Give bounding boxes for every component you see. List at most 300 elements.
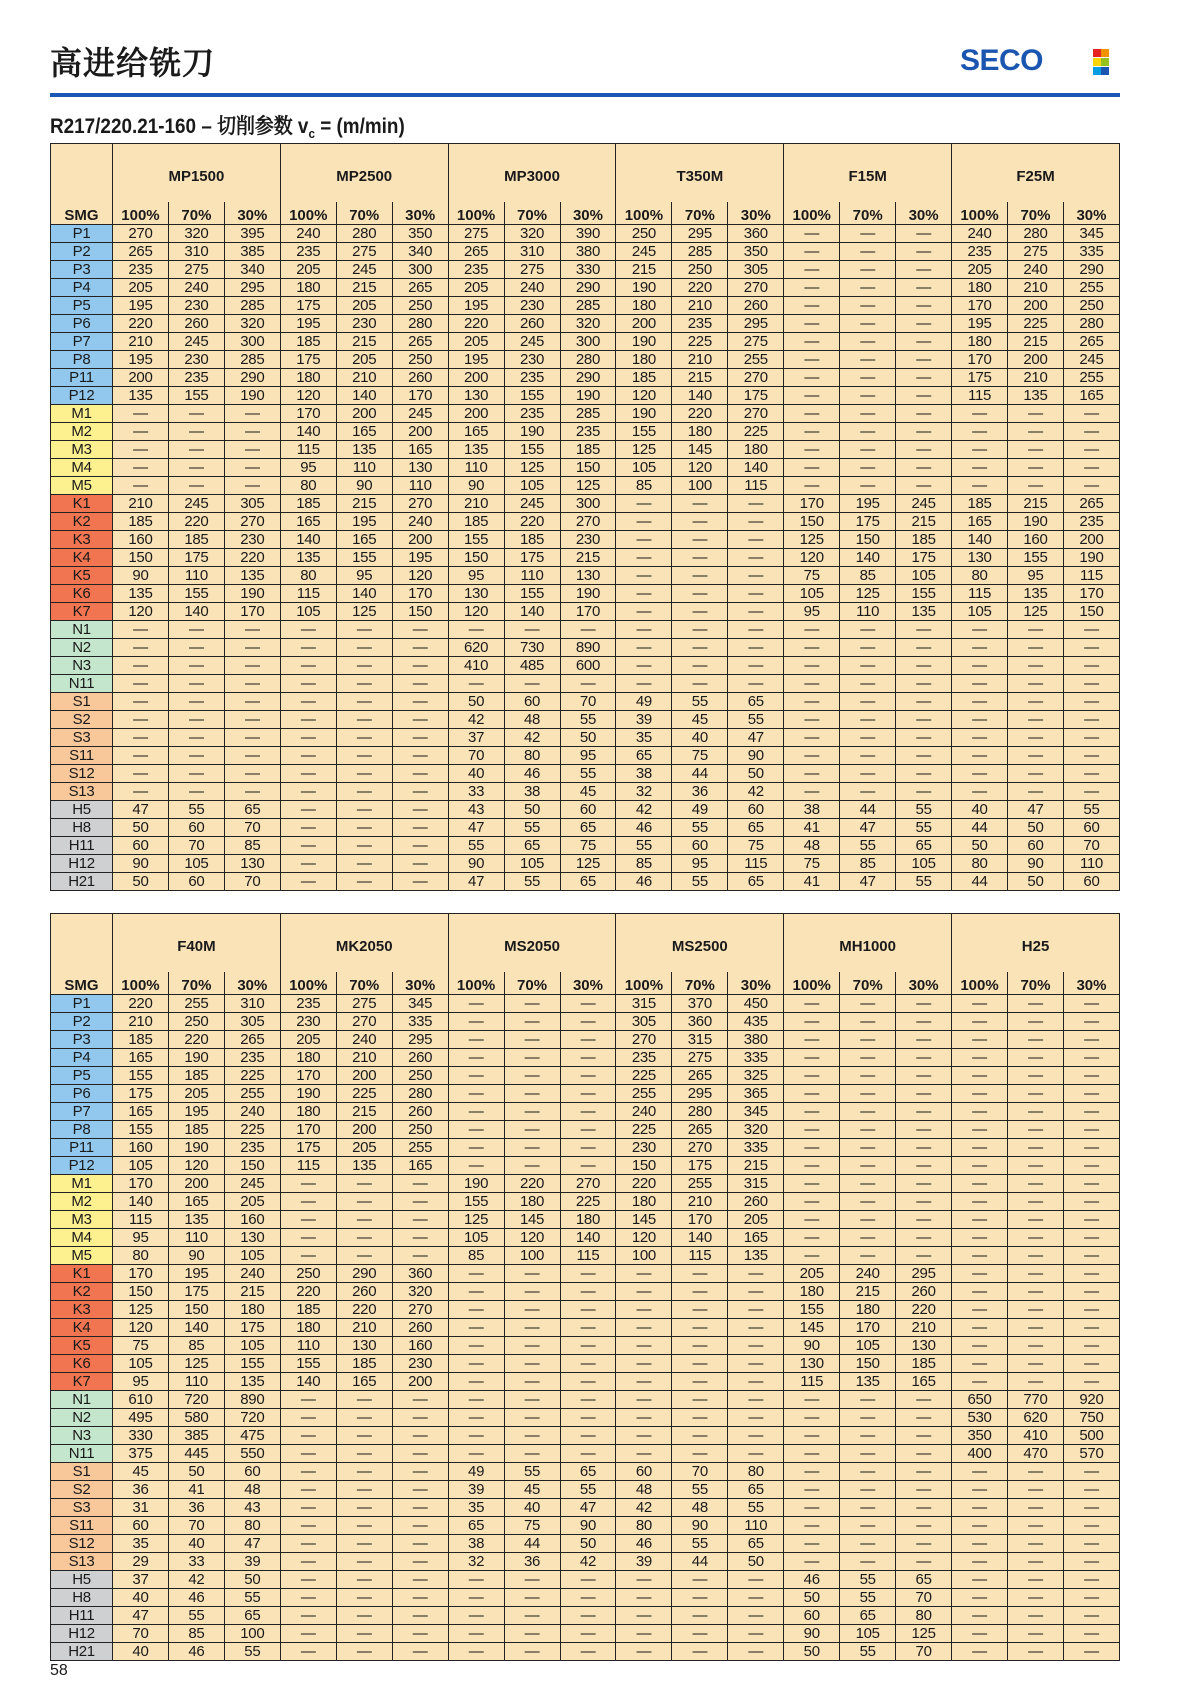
speed-value-cell: — (504, 1337, 560, 1355)
speed-value-cell: — (952, 783, 1008, 801)
speed-value-cell: — (952, 1319, 1008, 1337)
speed-value-cell: — (840, 1535, 896, 1553)
smg-cell: N11 (51, 675, 113, 693)
speed-value-cell: — (448, 1301, 504, 1319)
speed-value-cell: 105 (896, 855, 952, 873)
speed-value-cell: — (113, 693, 169, 711)
speed-value-cell: — (392, 621, 448, 639)
speed-value-cell: — (113, 675, 169, 693)
speed-value-cell: — (560, 1013, 616, 1031)
engagement-pct-header: 30% (728, 202, 784, 225)
table-row (51, 729, 1120, 747)
speed-value-cell: — (1008, 1625, 1064, 1643)
speed-value-cell: 210 (1008, 279, 1064, 297)
speed-value-cell: 250 (616, 225, 672, 243)
speed-value-cell: 165 (336, 531, 392, 549)
speed-value-cell: 285 (672, 243, 728, 261)
smg-cell: H21 (51, 1643, 113, 1661)
speed-value-cell: 65 (728, 1535, 784, 1553)
speed-value-cell: — (448, 1031, 504, 1049)
smg-cell: H21 (51, 873, 113, 891)
smg-cell: P7 (51, 333, 113, 351)
speed-value-cell: — (280, 801, 336, 819)
speed-value-cell: — (336, 1445, 392, 1463)
speed-value-cell: 85 (616, 477, 672, 495)
speed-value-cell: — (280, 1535, 336, 1553)
speed-value-cell: 120 (616, 387, 672, 405)
speed-value-cell: — (1063, 1319, 1119, 1337)
smg-cell: N1 (51, 621, 113, 639)
page-number: 58 (50, 1662, 68, 1679)
speed-value-cell: 170 (280, 1121, 336, 1139)
speed-value-cell: 890 (224, 1391, 280, 1409)
speed-value-cell: — (728, 513, 784, 531)
speed-value-cell: — (784, 995, 840, 1013)
speed-value-cell: 185 (280, 495, 336, 513)
speed-value-cell: — (952, 477, 1008, 495)
speed-value-cell: — (896, 1409, 952, 1427)
speed-value-cell: 250 (392, 1121, 448, 1139)
speed-value-cell: — (1063, 405, 1119, 423)
speed-value-cell: 150 (168, 1301, 224, 1319)
speed-value-cell: — (784, 279, 840, 297)
speed-value-cell: 270 (672, 1139, 728, 1157)
speed-value-cell: 80 (952, 567, 1008, 585)
engagement-pct-header: 30% (728, 972, 784, 995)
speed-value-cell: — (1063, 1373, 1119, 1391)
table-row (51, 1175, 1120, 1193)
speed-value-cell: — (336, 837, 392, 855)
speed-value-cell: 530 (952, 1409, 1008, 1427)
speed-value-cell: 270 (560, 513, 616, 531)
speed-value-cell: — (392, 639, 448, 657)
speed-value-cell: — (952, 1103, 1008, 1121)
speed-value-cell: 225 (616, 1067, 672, 1085)
speed-value-cell: 220 (113, 995, 169, 1013)
speed-value-cell: — (784, 1031, 840, 1049)
speed-value-cell: 60 (1063, 819, 1119, 837)
speed-value-cell: 210 (113, 1013, 169, 1031)
speed-value-cell: — (448, 1085, 504, 1103)
speed-value-cell: 245 (168, 495, 224, 513)
smg-cell: N11 (51, 1445, 113, 1463)
speed-value-cell: — (616, 1625, 672, 1643)
speed-value-cell: 155 (336, 549, 392, 567)
speed-value-cell: — (280, 693, 336, 711)
speed-value-cell: — (672, 1445, 728, 1463)
speed-value-cell: — (784, 1553, 840, 1571)
speed-value-cell: — (784, 1139, 840, 1157)
speed-value-cell: — (280, 873, 336, 891)
speed-value-cell: 255 (1063, 369, 1119, 387)
speed-value-cell: — (896, 1463, 952, 1481)
speed-value-cell: 55 (840, 1589, 896, 1607)
speed-value-cell: 130 (448, 585, 504, 603)
speed-value-cell: 55 (840, 1643, 896, 1661)
smg-cell: P4 (51, 279, 113, 297)
speed-value-cell: — (560, 1409, 616, 1427)
speed-value-cell: 260 (728, 1193, 784, 1211)
speed-value-cell: 235 (560, 423, 616, 441)
speed-value-cell: 140 (336, 585, 392, 603)
speed-value-cell: — (784, 459, 840, 477)
speed-value-cell: 55 (840, 1571, 896, 1589)
speed-value-cell: — (952, 441, 1008, 459)
speed-value-cell: 210 (336, 1319, 392, 1337)
speed-value-cell: — (840, 459, 896, 477)
speed-value-cell: 55 (560, 711, 616, 729)
speed-value-cell: 240 (280, 225, 336, 243)
speed-value-cell: — (896, 441, 952, 459)
speed-value-cell: — (280, 657, 336, 675)
speed-value-cell: — (1063, 1139, 1119, 1157)
speed-value-cell: 235 (224, 1049, 280, 1067)
speed-value-cell: 170 (784, 495, 840, 513)
speed-value-cell: 210 (1008, 369, 1064, 387)
speed-value-cell: — (504, 1031, 560, 1049)
speed-value-cell: 38 (504, 783, 560, 801)
speed-value-cell: 130 (224, 1229, 280, 1247)
speed-value-cell: 105 (504, 855, 560, 873)
speed-value-cell: 240 (224, 1103, 280, 1121)
speed-value-cell: — (168, 423, 224, 441)
speed-value-cell: — (672, 621, 728, 639)
speed-value-cell: 235 (280, 243, 336, 261)
speed-value-cell: 210 (336, 1049, 392, 1067)
speed-value-cell: — (336, 819, 392, 837)
speed-value-cell: — (728, 657, 784, 675)
speed-value-cell: — (672, 1589, 728, 1607)
speed-value-cell: 65 (224, 801, 280, 819)
speed-value-cell: 225 (336, 1085, 392, 1103)
speed-value-cell: — (840, 675, 896, 693)
speed-value-cell: — (840, 1229, 896, 1247)
speed-value-cell: — (448, 1013, 504, 1031)
speed-value-cell: 80 (280, 477, 336, 495)
speed-value-cell: 42 (448, 711, 504, 729)
speed-value-cell: — (1008, 1229, 1064, 1247)
speed-value-cell: 155 (504, 387, 560, 405)
speed-value-cell: 31 (113, 1499, 169, 1517)
speed-value-cell: 495 (113, 1409, 169, 1427)
speed-value-cell: 40 (168, 1535, 224, 1553)
engagement-pct-header: 70% (1008, 202, 1064, 225)
engagement-pct-header: 70% (840, 202, 896, 225)
speed-value-cell: 38 (784, 801, 840, 819)
speed-value-cell: 40 (952, 801, 1008, 819)
speed-value-cell: — (1008, 1193, 1064, 1211)
speed-value-cell: — (1063, 1121, 1119, 1139)
speed-value-cell: — (840, 1247, 896, 1265)
speed-value-cell: — (896, 711, 952, 729)
smg-cell: S3 (51, 1499, 113, 1517)
speed-value-cell: — (672, 585, 728, 603)
speed-value-cell: 115 (672, 1247, 728, 1265)
speed-value-cell: 275 (728, 333, 784, 351)
speed-value-cell: — (1063, 1031, 1119, 1049)
speed-value-cell: 50 (113, 873, 169, 891)
speed-value-cell: 90 (672, 1517, 728, 1535)
speed-value-cell: 300 (224, 333, 280, 351)
speed-value-cell: — (784, 387, 840, 405)
speed-value-cell: 200 (336, 1121, 392, 1139)
speed-value-cell: — (336, 1571, 392, 1589)
speed-value-cell: — (560, 1355, 616, 1373)
speed-value-cell: — (336, 1409, 392, 1427)
speed-value-cell: — (1008, 657, 1064, 675)
speed-value-cell: 215 (336, 495, 392, 513)
speed-value-cell: — (840, 765, 896, 783)
speed-value-cell: 205 (336, 351, 392, 369)
speed-value-cell: — (560, 1445, 616, 1463)
speed-value-cell: 40 (448, 765, 504, 783)
speed-value-cell: 46 (616, 1535, 672, 1553)
speed-value-cell: 60 (672, 837, 728, 855)
speed-value-cell: 235 (952, 243, 1008, 261)
speed-value-cell: 445 (168, 1445, 224, 1463)
speed-value-cell: 265 (392, 333, 448, 351)
speed-value-cell: — (113, 657, 169, 675)
speed-value-cell: — (336, 1463, 392, 1481)
table-row (51, 855, 1120, 873)
table-row (51, 1319, 1120, 1337)
table-row (51, 1391, 1120, 1409)
speed-value-cell: 170 (113, 1265, 169, 1283)
speed-value-cell: 400 (952, 1445, 1008, 1463)
speed-value-cell: 135 (448, 441, 504, 459)
speed-value-cell: 44 (952, 873, 1008, 891)
speed-value-cell: 190 (448, 1175, 504, 1193)
speed-value-cell: — (336, 783, 392, 801)
speed-value-cell: 140 (168, 1319, 224, 1337)
speed-value-cell: 50 (168, 1463, 224, 1481)
speed-value-cell: 75 (784, 567, 840, 585)
smg-cell: N1 (51, 1391, 113, 1409)
speed-value-cell: 270 (728, 279, 784, 297)
speed-value-cell: — (784, 693, 840, 711)
speed-value-cell: 90 (448, 477, 504, 495)
speed-value-cell: — (1008, 1103, 1064, 1121)
speed-value-cell: 95 (280, 459, 336, 477)
speed-value-cell: — (504, 1319, 560, 1337)
speed-value-cell: 180 (616, 351, 672, 369)
speed-value-cell: 200 (616, 315, 672, 333)
speed-value-cell: — (672, 1607, 728, 1625)
speed-value-cell: 40 (113, 1643, 169, 1661)
speed-value-cell: 125 (336, 603, 392, 621)
speed-value-cell: 485 (504, 657, 560, 675)
speed-value-cell: 345 (728, 1103, 784, 1121)
speed-value-cell: 65 (840, 1607, 896, 1625)
speed-value-cell: — (840, 657, 896, 675)
speed-value-cell: 470 (1008, 1445, 1064, 1463)
speed-value-cell: 185 (168, 531, 224, 549)
speed-value-cell: 155 (616, 423, 672, 441)
speed-value-cell: 170 (280, 405, 336, 423)
speed-value-cell: — (952, 1157, 1008, 1175)
smg-cell: K2 (51, 513, 113, 531)
speed-value-cell: — (280, 1517, 336, 1535)
speed-value-cell: 160 (1008, 531, 1064, 549)
smg-cell: H11 (51, 837, 113, 855)
speed-value-cell: 205 (728, 1211, 784, 1229)
speed-value-cell: 345 (392, 995, 448, 1013)
speed-value-cell: 150 (616, 1157, 672, 1175)
speed-value-cell: 270 (336, 1013, 392, 1031)
speed-value-cell: 200 (392, 531, 448, 549)
speed-value-cell: 350 (952, 1427, 1008, 1445)
speed-value-cell: 265 (448, 243, 504, 261)
speed-value-cell: — (784, 315, 840, 333)
speed-value-cell: — (784, 423, 840, 441)
speed-value-cell: 155 (448, 1193, 504, 1211)
speed-value-cell: 245 (896, 495, 952, 513)
speed-value-cell: — (392, 1175, 448, 1193)
speed-value-cell: 720 (168, 1391, 224, 1409)
speed-value-cell: 140 (168, 603, 224, 621)
speed-value-cell: — (224, 729, 280, 747)
speed-value-cell: — (392, 783, 448, 801)
speed-value-cell: — (280, 855, 336, 873)
speed-value-cell: — (616, 567, 672, 585)
seco-logo (960, 44, 1120, 79)
speed-value-cell: — (448, 1319, 504, 1337)
speed-value-cell: — (784, 369, 840, 387)
speed-value-cell: — (448, 1427, 504, 1445)
speed-value-cell: 38 (448, 1535, 504, 1553)
speed-value-cell: 335 (728, 1139, 784, 1157)
speed-value-cell: — (224, 459, 280, 477)
speed-value-cell: — (280, 1229, 336, 1247)
speed-value-cell: — (784, 1409, 840, 1427)
speed-value-cell: 36 (113, 1481, 169, 1499)
smg-cell: K7 (51, 1373, 113, 1391)
speed-value-cell: — (336, 1247, 392, 1265)
speed-value-cell: — (840, 1157, 896, 1175)
speed-value-cell: — (616, 1571, 672, 1589)
speed-value-cell: 220 (168, 1031, 224, 1049)
speed-value-cell: 435 (728, 1013, 784, 1031)
speed-value-cell: — (560, 1607, 616, 1625)
speed-value-cell: — (616, 603, 672, 621)
speed-value-cell: — (728, 1607, 784, 1625)
speed-value-cell: 210 (113, 495, 169, 513)
speed-value-cell: 95 (113, 1229, 169, 1247)
engagement-pct-header: 70% (336, 202, 392, 225)
speed-value-cell: — (560, 621, 616, 639)
speed-value-cell: 320 (224, 315, 280, 333)
speed-value-cell: 175 (728, 387, 784, 405)
speed-value-cell: 195 (336, 513, 392, 531)
speed-value-cell: — (504, 1139, 560, 1157)
speed-value-cell: 180 (952, 279, 1008, 297)
speed-value-cell: — (952, 693, 1008, 711)
speed-value-cell: — (504, 1013, 560, 1031)
speed-value-cell: 135 (224, 567, 280, 585)
speed-value-cell: — (560, 1049, 616, 1067)
speed-value-cell: — (896, 1499, 952, 1517)
speed-value-cell: — (448, 1067, 504, 1085)
speed-value-cell: 280 (672, 1103, 728, 1121)
speed-value-cell: — (280, 729, 336, 747)
speed-value-cell: — (336, 855, 392, 873)
speed-value-cell: 95 (560, 747, 616, 765)
speed-value-cell: — (392, 1499, 448, 1517)
speed-value-cell: — (560, 1085, 616, 1103)
speed-value-cell: 145 (504, 1211, 560, 1229)
speed-table (50, 913, 1120, 1661)
speed-value-cell: 275 (336, 995, 392, 1013)
speed-value-cell: 140 (113, 1193, 169, 1211)
speed-value-cell: 305 (224, 495, 280, 513)
speed-value-cell: 375 (113, 1445, 169, 1463)
smg-cell: M1 (51, 1175, 113, 1193)
speed-value-cell: 205 (336, 1139, 392, 1157)
speed-value-cell: — (952, 1229, 1008, 1247)
speed-value-cell: — (896, 1481, 952, 1499)
speed-value-cell: 255 (728, 351, 784, 369)
speed-value-cell: 205 (168, 1085, 224, 1103)
cutting-data-table-2 (50, 913, 1120, 1661)
speed-value-cell: — (1008, 1175, 1064, 1193)
speed-value-cell: 155 (113, 1121, 169, 1139)
speed-value-cell: — (952, 675, 1008, 693)
speed-table (50, 143, 1120, 891)
table-row (51, 549, 1120, 567)
speed-value-cell: — (616, 657, 672, 675)
speed-value-cell: — (1008, 675, 1064, 693)
speed-value-cell: — (896, 1013, 952, 1031)
speed-value-cell: — (113, 405, 169, 423)
speed-value-cell: — (728, 1391, 784, 1409)
table-row (51, 1589, 1120, 1607)
speed-value-cell: 215 (560, 549, 616, 567)
speed-value-cell: 170 (1063, 585, 1119, 603)
speed-value-cell: 70 (672, 1463, 728, 1481)
speed-value-cell: 90 (560, 1517, 616, 1535)
speed-value-cell: — (392, 693, 448, 711)
speed-value-cell: 55 (504, 873, 560, 891)
speed-value-cell: — (784, 405, 840, 423)
speed-value-cell: — (168, 747, 224, 765)
table-row (51, 1535, 1120, 1553)
speed-value-cell: 175 (280, 351, 336, 369)
speed-value-cell: 47 (448, 819, 504, 837)
speed-value-cell: 46 (616, 819, 672, 837)
speed-value-cell: 210 (896, 1319, 952, 1337)
speed-value-cell: — (448, 1373, 504, 1391)
speed-value-cell: 235 (616, 1049, 672, 1067)
speed-value-cell: — (448, 1265, 504, 1283)
speed-value-cell: 140 (280, 1373, 336, 1391)
speed-value-cell: — (113, 423, 169, 441)
speed-value-cell: 215 (672, 369, 728, 387)
speed-value-cell: 250 (392, 297, 448, 315)
speed-value-cell: — (280, 1553, 336, 1571)
speed-value-cell: — (840, 441, 896, 459)
speed-value-cell: 365 (728, 1085, 784, 1103)
speed-value-cell: 220 (896, 1301, 952, 1319)
speed-value-cell: 35 (448, 1499, 504, 1517)
speed-value-cell: — (336, 1607, 392, 1625)
speed-value-cell: — (504, 1409, 560, 1427)
speed-value-cell: 290 (560, 279, 616, 297)
speed-value-cell: 245 (504, 333, 560, 351)
speed-value-cell: — (224, 765, 280, 783)
engagement-pct-header: 100% (616, 202, 672, 225)
speed-value-cell: — (896, 1031, 952, 1049)
speed-value-cell: — (448, 1121, 504, 1139)
